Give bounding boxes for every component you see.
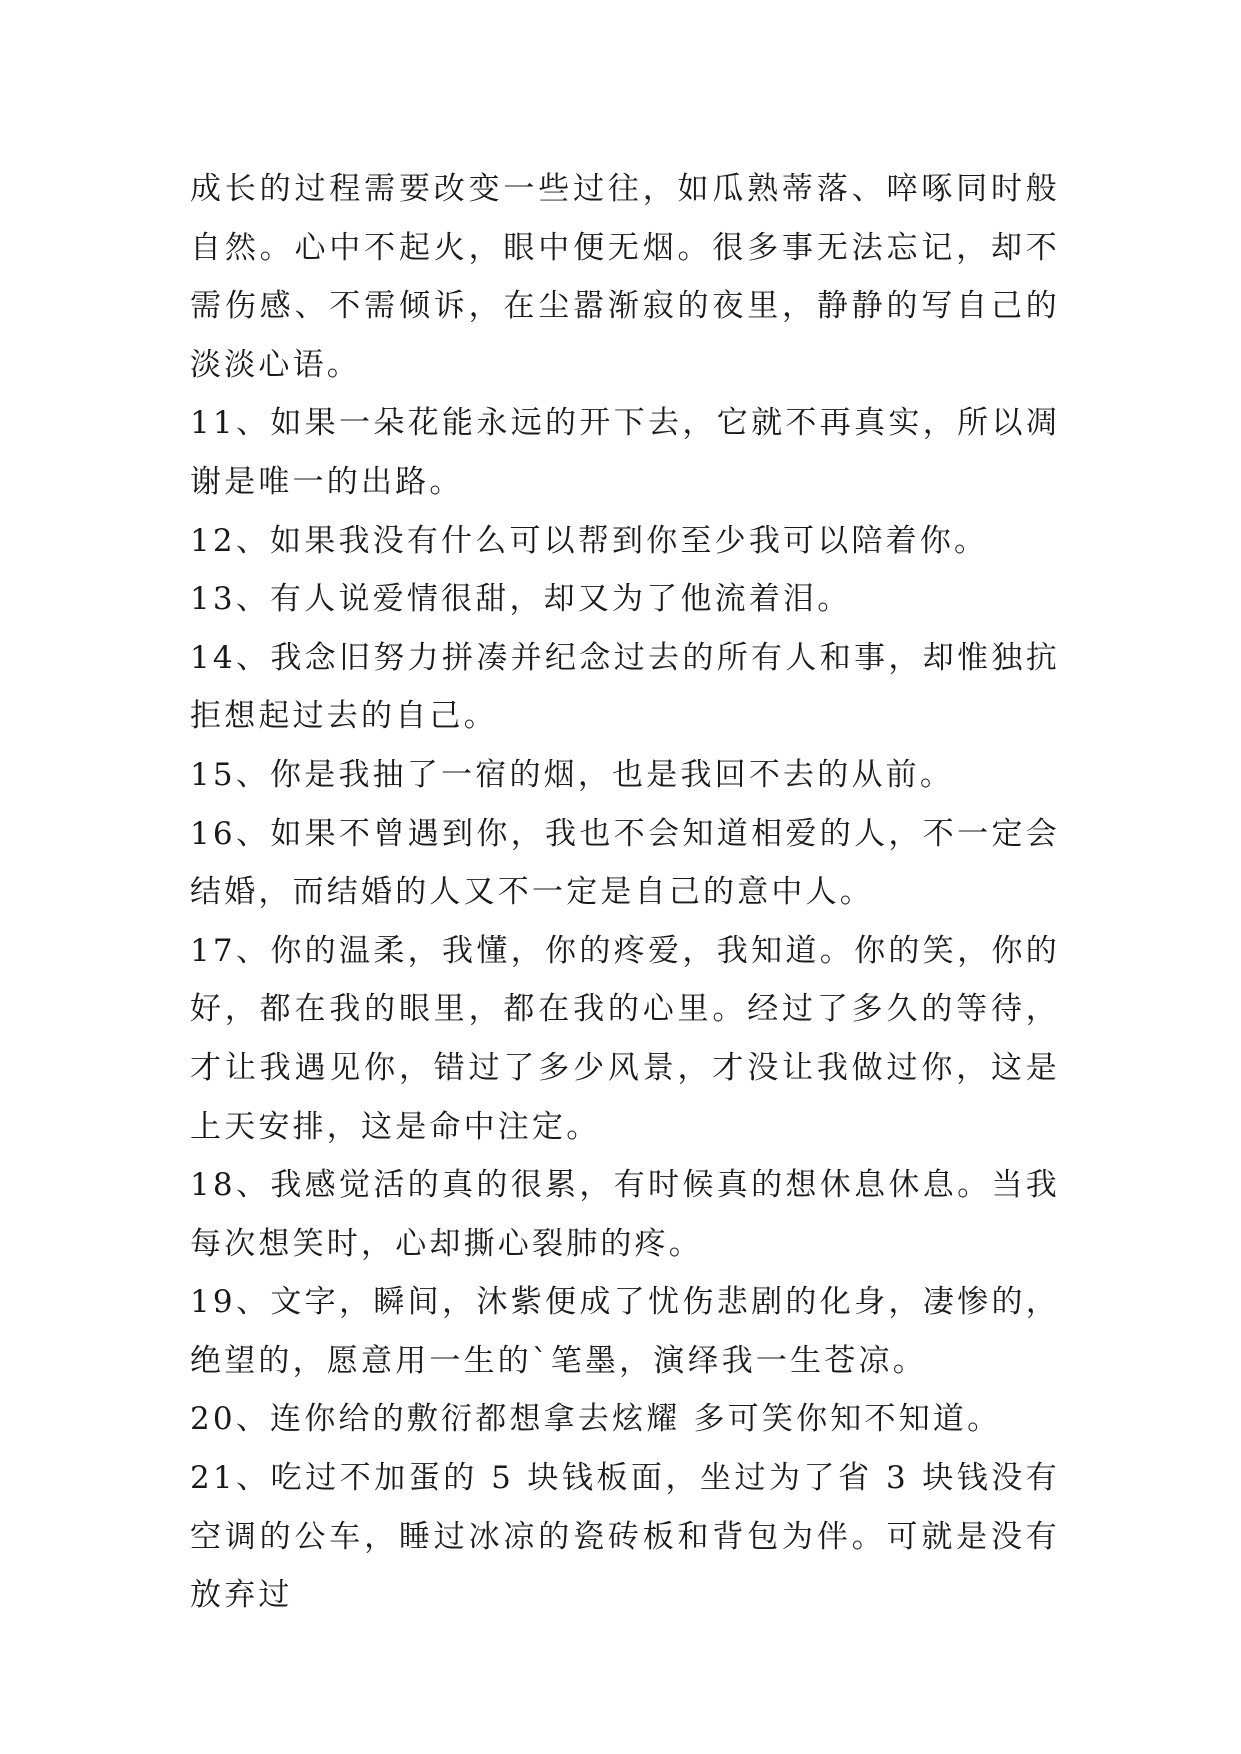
paragraph-19: 19、文字，瞬间，沐紫便成了忧伤悲剧的化身，凄惨的，绝望的，愿意用一生的`笔墨，演绎我一生苍凉。 — [190, 1284, 1060, 1379]
paragraph-17: 17、你的温柔，我懂，你的疼爱，我知道。你的笑，你的好，都在我的眼里，都在我的心里。经过了多久的等待，才让我遇见你，错过了多少风景，才没让我做过你，这是上天安排，这是命中注定。 — [190, 932, 1060, 1145]
paragraph-13: 13、有人说爱情很甜，却又为了他流着泪。 — [190, 581, 852, 618]
paragraph-21: 21、吃过不加蛋的 5 块钱板面，坐过为了省 3 块钱没有空调的公车，睡过冰凉的瓷砖板和背包为伴。可就是没有放弃过 — [190, 1460, 1060, 1614]
paragraph-20: 20、连你给的敷衍都想拿去炫耀 多可笑你知不知道。 — [190, 1401, 1002, 1438]
paragraph-15: 15、你是我抽了一宿的烟，也是我回不去的从前。 — [190, 756, 955, 793]
paragraph-12: 12、如果我没有什么可以帮到你至少我可以陪着你。 — [190, 522, 989, 559]
paragraph-16: 16、如果不曾遇到你，我也不会知道相爱的人，不一定会结婚，而结婚的人又不一定是自己的意中人。 — [190, 815, 1060, 911]
paragraph-14: 14、我念旧努力拼凑并纪念过去的所有人和事，却惟独抗拒想起过去的自己。 — [190, 639, 1060, 735]
document-body — [190, 160, 1060, 1625]
paragraph-intro: 成长的过程需要改变一些过往，如瓜熟蒂落、啐啄同时般自然。心中不起火，眼中便无烟。很多事无法忘记，却不需伤感、不需倾诉，在尘嚣渐寂的夜里，静静的写自己的淡淡心语。 — [190, 171, 1060, 383]
paragraph-18: 18、我感觉活的真的很累，有时候真的想休息休息。当我每次想笑时，心却撕心裂肺的疼。 — [190, 1167, 1060, 1262]
paragraph-11: 11、如果一朵花能永远的开下去，它就不再真实，所以凋谢是唯一的出路。 — [190, 405, 1060, 500]
